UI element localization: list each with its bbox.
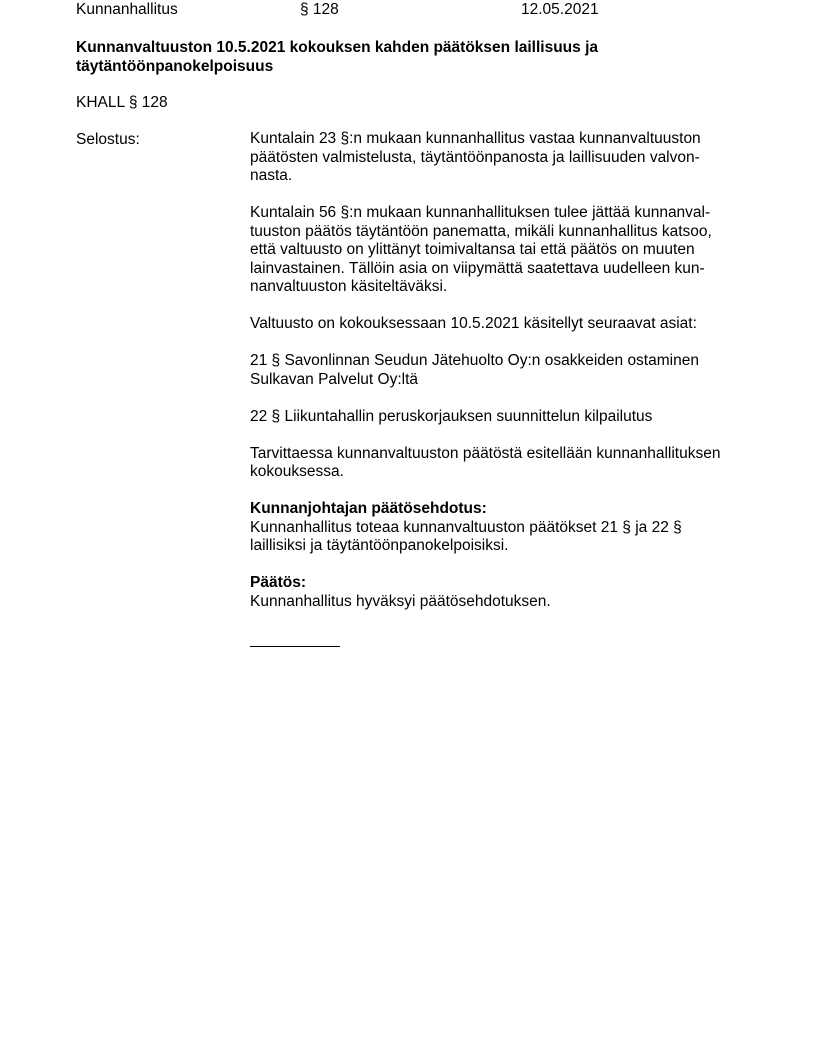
selostus-label: Selostus: [76, 131, 140, 148]
paragraph-line: Kuntalain 23 §:n mukaan kunnanhallitus vastaa kunnanvaltuuston [250, 130, 701, 147]
paragraph [250, 315, 742, 334]
paragraph-line: 22 § Liikuntahallin peruskorjauksen suunnittelun kilpailutus [250, 407, 653, 425]
paragraph [250, 408, 742, 427]
document-title [76, 38, 716, 76]
paragraph-line: Sulkavan Palvelut Oy:ltä [250, 370, 419, 388]
proposal-line: Kunnanhallitus toteaa kunnanvaltuuston päätökset 21 § ja 22 § [250, 518, 682, 536]
paragraph-line: nanvaltuuston käsiteltäväksi. [250, 278, 448, 295]
proposal-line: laillisiksi ja täytäntöönpanokelpoisiksi. [250, 537, 509, 554]
paragraph-line: nasta. [250, 167, 293, 184]
document-header [76, 0, 776, 20]
end-rule [250, 646, 340, 647]
paragraph-line: päätösten valmistelusta, täytäntöönpanosta ja laillisuuden valvon- [250, 148, 700, 166]
paragraph-line: että valtuusto on ylittänyt toimivaltansa tai että päätös on muuten [250, 241, 695, 258]
title-line: Kunnanvaltuuston 10.5.2021 kokouksen kahden päätöksen laillisuus ja [76, 39, 599, 56]
paragraph-line: 21 § Savonlinnan Seudun Jätehuolto Oy:n osakkeiden ostaminen [250, 352, 699, 369]
paragraph-line: Valtuusto on kokouksessaan 10.5.2021 käsitellyt seuraavat asiat: [250, 315, 697, 332]
section-reference: KHALL § 128 [76, 94, 168, 111]
paragraph-line: tuuston päätös täytäntöön panematta, mikäli kunnanhallitus katsoo, [250, 222, 712, 240]
selostus-content [250, 130, 742, 630]
paragraph-line: Tarvittaessa kunnanvaltuuston päätöstä esitellään kunnanhallituksen [250, 444, 721, 462]
title-line: täytäntöönpanokelpoisuus [76, 58, 274, 75]
paragraph-line: lainvastainen. Tällöin asia on viipymättä saatettava uudelleen kun- [250, 259, 705, 277]
proposal-heading: Kunnanjohtajan päätösehdotus: [250, 500, 487, 517]
header-body-name: Kunnanhallitus [76, 1, 178, 18]
decision-line: Kunnanhallitus hyväksyi päätösehdotuksen. [250, 592, 551, 610]
header-section-number: § 128 [300, 1, 339, 18]
proposal-block [250, 500, 742, 556]
paragraph-line: kokouksessa. [250, 463, 344, 480]
decision-block [250, 574, 742, 611]
paragraph [250, 130, 742, 186]
paragraph-line: Kuntalain 56 §:n mukaan kunnanhallituksen tulee jättää kunnanval- [250, 204, 711, 221]
header-date: 12.05.2021 [521, 1, 599, 18]
decision-heading: Päätös: [250, 574, 306, 591]
paragraph [250, 445, 742, 482]
paragraph [250, 352, 742, 389]
paragraph [250, 204, 742, 297]
